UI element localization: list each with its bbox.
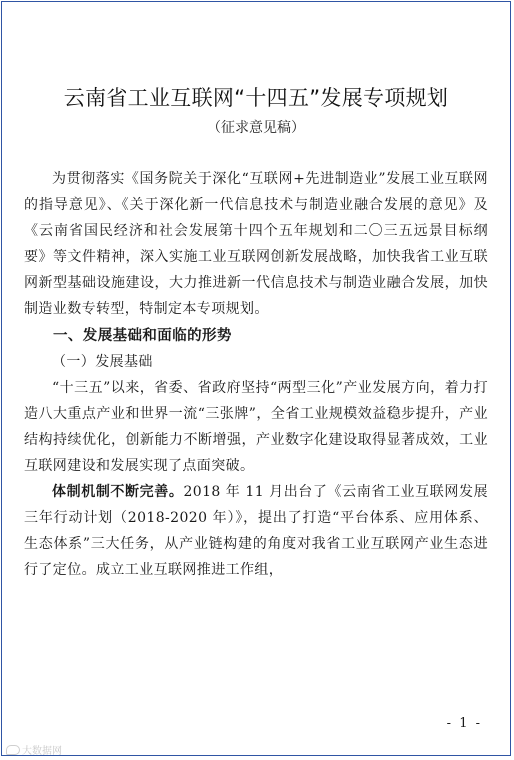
body-paragraph: “十三五”以来，省委、省政府坚持“两型三化”产业发展方向，着力打造八大重点产业和世界一流“三张牌”，全省工业规模效益稳步提升，产业结构持续优化，创新能力不断增强，产业数字化建设取得显著成效，工业互联网建设和发展实现了点面突破。: [24, 375, 488, 479]
body-paragraph-mechanism: [24, 479, 488, 583]
document-body: [24, 166, 488, 584]
document-subtitle: （征求意见稿）: [2, 117, 510, 137]
intro-paragraph: 为贯彻落实《国务院关于深化“互联网+先进制造业”发展工业互联网的指导意见》、《关于深化新一代信息技术与制造业融合发展的意见》及《云南省国民经济和社会发展第十四个五年规划和二〇三五远景目标纲要》等文件精神，深入实施工业互联网创新发展战略，加快我省工业互联网新型基础设施建设，大力推进新一代信息技术与制造业融合发展，加快制造业数专转型，特制定本专项规划。: [24, 166, 488, 323]
document-title: 云南省工业互联网“十四五”发展专项规划: [2, 82, 510, 112]
chat-bubble-icon: [6, 745, 20, 755]
document-page: [1, 1, 511, 756]
paragraph-text: 2018 年 11 月出台了《云南省工业互联网发展三年行动计划（2018-2020 年）》，提出了打造“平台体系、应用体系、生态体系”三大任务，从产业链构建的角度对我省工业互联网产业生态进行了定位。成立工业互联网推进工作组，: [24, 484, 488, 578]
page-number: - 1 -: [447, 716, 482, 731]
subsection-heading: （一）发展基础: [24, 349, 488, 375]
paragraph-lead: 体制机制不断完善。: [52, 484, 183, 500]
watermark: [6, 742, 62, 757]
watermark-text: 大数据网: [22, 742, 62, 757]
section-heading: 一、发展基础和面临的形势: [24, 323, 488, 349]
